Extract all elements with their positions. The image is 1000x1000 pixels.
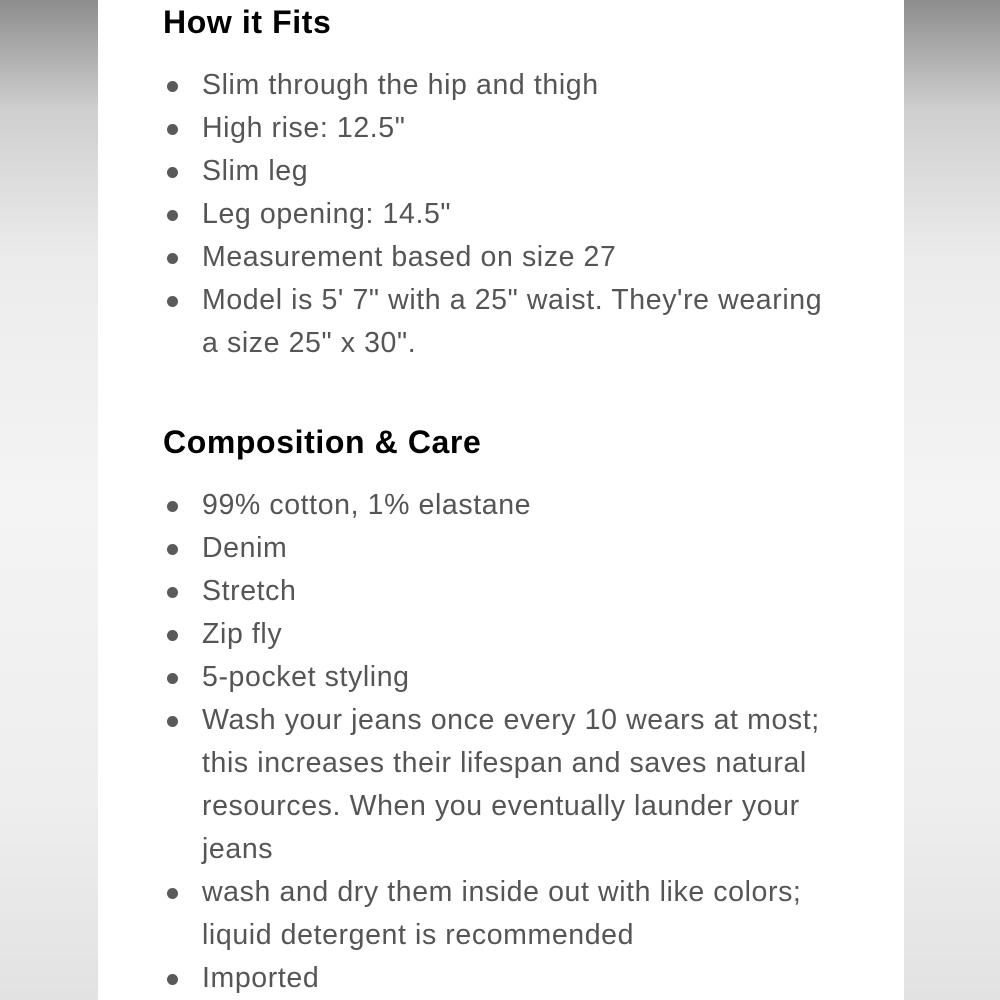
list-item bbox=[98, 484, 838, 527]
list-item bbox=[98, 957, 838, 1000]
list-item bbox=[98, 107, 838, 150]
bullet-icon bbox=[167, 716, 178, 727]
bullet-icon bbox=[167, 888, 178, 899]
how-it-fits-heading: How it Fits bbox=[163, 4, 332, 40]
list-item bbox=[98, 279, 838, 365]
list-item-text: Denim bbox=[202, 532, 288, 564]
bullet-icon bbox=[167, 587, 178, 598]
list-item bbox=[98, 871, 838, 957]
product-details-panel bbox=[98, 0, 904, 1000]
how-it-fits-list bbox=[98, 64, 838, 365]
bullet-icon bbox=[167, 673, 178, 684]
list-item-text: wash and dry them inside out with like colors; liquid detergent is recommended bbox=[202, 876, 802, 951]
list-item bbox=[98, 613, 838, 656]
bullet-icon bbox=[167, 544, 178, 555]
bullet-icon bbox=[167, 124, 178, 135]
list-item bbox=[98, 236, 838, 279]
composition-care-heading: Composition & Care bbox=[163, 424, 482, 460]
list-item bbox=[98, 193, 838, 236]
list-item bbox=[98, 150, 838, 193]
list-item-text: Leg opening: 14.5" bbox=[202, 198, 452, 230]
list-item bbox=[98, 527, 838, 570]
list-item-text: Slim leg bbox=[202, 155, 309, 187]
list-item-text: Slim through the hip and thigh bbox=[202, 69, 599, 101]
bullet-icon bbox=[167, 501, 178, 512]
list-item bbox=[98, 570, 838, 613]
bullet-icon bbox=[167, 81, 178, 92]
list-item-text: Model is 5' 7" with a 25" waist. They're wearing a size 25" x 30". bbox=[202, 284, 823, 359]
list-item-text: Zip fly bbox=[202, 618, 283, 650]
list-item-text: Stretch bbox=[202, 575, 297, 607]
composition-care-list bbox=[98, 484, 838, 1000]
bullet-icon bbox=[167, 253, 178, 264]
list-item bbox=[98, 64, 838, 107]
list-item-text: 5-pocket styling bbox=[202, 661, 410, 693]
list-item-text: High rise: 12.5" bbox=[202, 112, 406, 144]
list-item-text: Imported bbox=[202, 962, 320, 994]
list-item bbox=[98, 699, 838, 871]
bullet-icon bbox=[167, 210, 178, 221]
list-item bbox=[98, 656, 838, 699]
list-item-text: 99% cotton, 1% elastane bbox=[202, 489, 532, 521]
bullet-icon bbox=[167, 630, 178, 641]
list-item-text: Wash your jeans once every 10 wears at most; this increases their lifespan and saves natural resources. When you eventually launder your jeans bbox=[202, 704, 820, 865]
bullet-icon bbox=[167, 974, 178, 985]
list-item-text: Measurement based on size 27 bbox=[202, 241, 617, 273]
bullet-icon bbox=[167, 167, 178, 178]
bullet-icon bbox=[167, 296, 178, 307]
